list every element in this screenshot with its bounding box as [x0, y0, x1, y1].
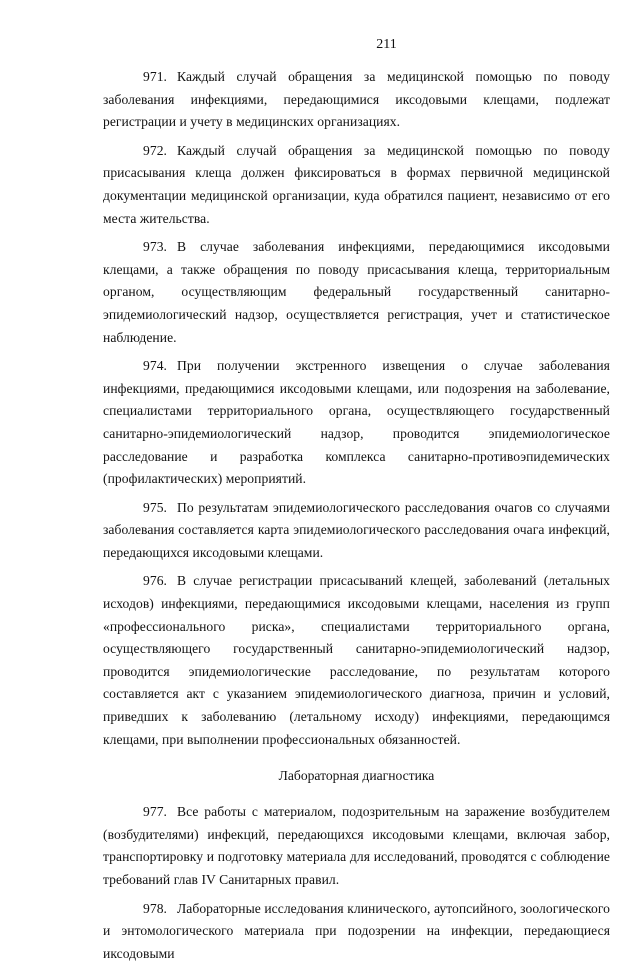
section-heading: Лабораторная диагностика	[278, 768, 435, 784]
paragraph-number: 971.	[143, 69, 167, 84]
paragraph-text: Все работы с материалом, подозрительным на заражение возбудителем (возбудителями) инфекций, передающихся иксодовыми клещами, включая забор, транспортировку и подготовку материала для исследований, проводятся с соблюдение требований глав IV Санитарных правил.	[103, 804, 610, 887]
paragraph-text: Каждый случай обращения за медицинской помощью по поводу заболевания инфекциями, передающимися иксодовыми клещами, подлежат регистрации и учету в медицинских организациях.	[103, 69, 610, 130]
paragraph-number: 977.	[143, 804, 167, 820]
page-number: 211	[376, 37, 397, 52]
paragraph-number: 978.	[143, 900, 167, 916]
paragraph-977	[103, 801, 610, 891]
paragraph-976	[103, 570, 610, 751]
paragraph-text: По результатам эпидемиологического расследования очагов со случаями заболевания составляется карта эпидемиологического расследования очага инфекций, передающихся иксодовыми клещами.	[103, 499, 610, 560]
paragraph-978	[103, 898, 610, 965]
paragraph-text: Лабораторные исследования клинического, аутопсийного, зоологического и энтомологического материала при подозрении на инфекции, передающиеся иксодовыми	[103, 900, 610, 961]
paragraph-974	[103, 355, 610, 491]
paragraph-972	[103, 140, 610, 230]
paragraph-number: 974.	[143, 358, 167, 374]
paragraph-text: В случае регистрации присасываний клещей, заболеваний (летальных исходов) инфекциями, передающимися иксодовыми клещами, населения из групп «профессионального риска», специалистами территориального органа, осуществляющего государственный санитарно-эпидемиологический надзор, проводится эпидемиологические расследование, по результатам которого составляется акт с указанием эпидемиологического диагноза, причин и условий, приведших к заболеванию (летальному исходу) инфекциями, передающимся клещами, при выполнении профессиональных обязанностей.	[103, 573, 610, 747]
paragraph-text: При получении экстренного извещения о случае заболевания инфекциями, предающимися иксодовыми клещами, или подозрения на заболевание, специалистами территориального органа, осуществляющего государственный санитарно-эпидемиологический надзор, проводится эпидемиологическое расследование и разработка комплекса санитарно-противоэпидемических (профилактических) мероприятий.	[103, 358, 610, 487]
paragraph-971	[103, 66, 610, 134]
paragraph-number: 976.	[143, 573, 167, 589]
paragraph-973	[103, 236, 610, 349]
paragraph-975	[103, 497, 610, 565]
paragraph-number: 975.	[143, 499, 167, 515]
paragraph-number: 972.	[143, 142, 167, 158]
paragraph-number: 973.	[143, 239, 167, 255]
paragraph-text: Каждый случай обращения за медицинской помощью по поводу присасывания клеща должен фиксироваться в формах первичной медицинской документации медицинской организации, куда обратился пациент, независимо от его места жительства.	[103, 142, 610, 226]
paragraph-text: В случае заболевания инфекциями, передающимися иксодовыми клещами, а также обращения по поводу присасывания клеща, территориальным органом, осуществляющим федеральный государственный санитарно-эпидемиологический надзор, осуществляется регистрация, учет и статистическое наблюдение.	[103, 239, 610, 345]
